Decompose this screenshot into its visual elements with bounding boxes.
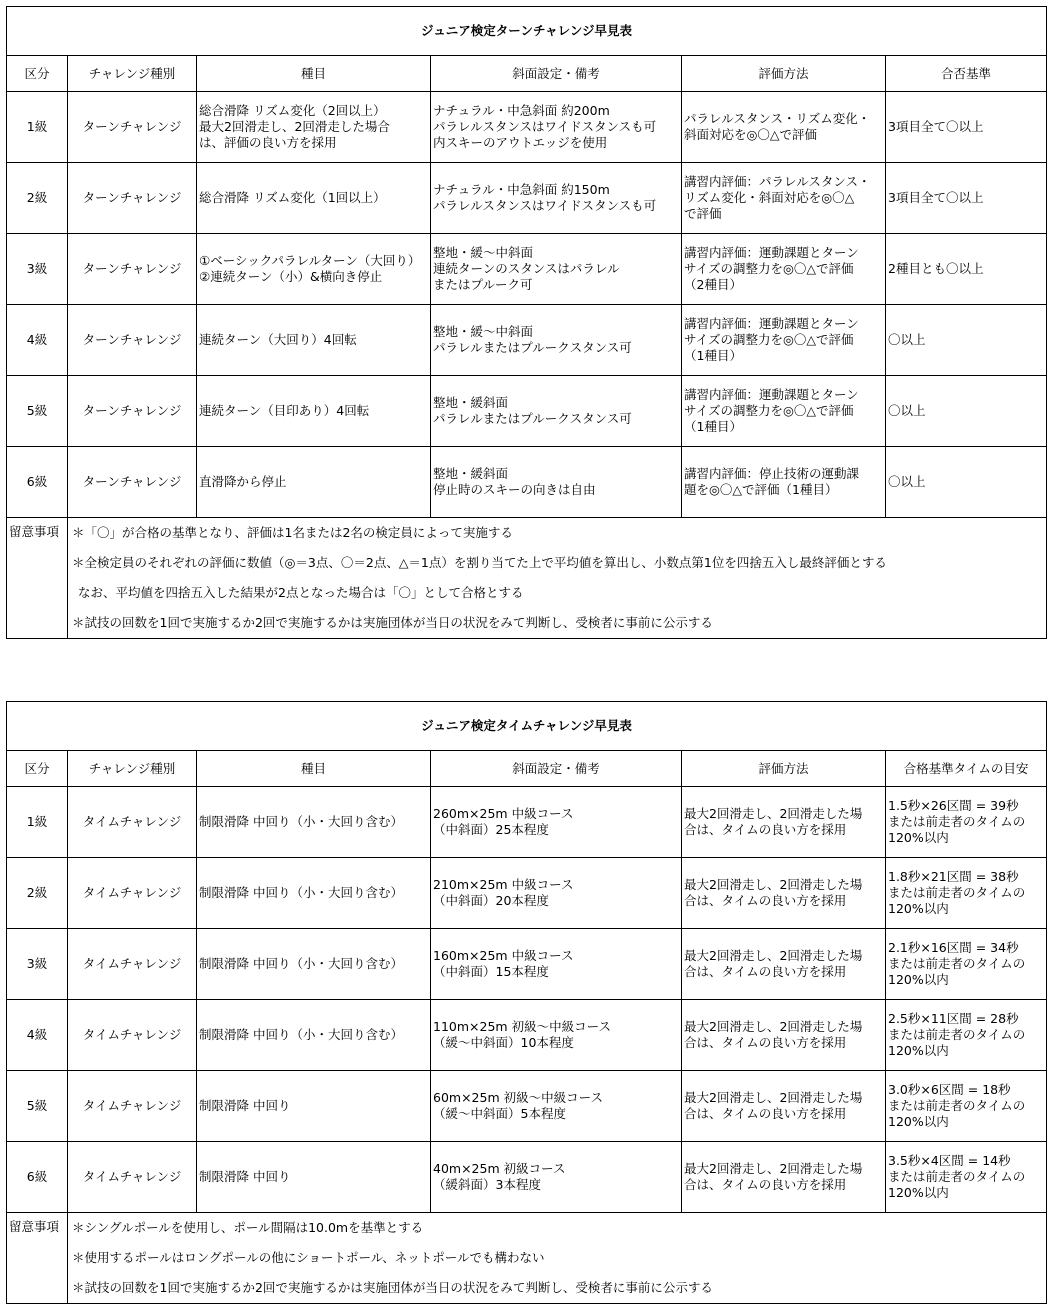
challenge-type-cell: タイムチャレンジ: [68, 787, 197, 858]
challenge-type-cell: ターンチャレンジ: [68, 92, 197, 163]
notes-label: 留意事項: [7, 1213, 68, 1304]
criteria-cell: 2.1秒×16区間 = 34秒 または前走者のタイムの 120%以内: [886, 929, 1047, 1000]
method-cell: 最大2回滑走し、2回滑走した場 合は、タイムの良い方を採用: [682, 858, 886, 929]
time-challenge-table: [6, 701, 1047, 1304]
challenge-type-cell: タイムチャレンジ: [68, 1071, 197, 1142]
event-cell: ①ベーシックパラレルターン（大回り） ②連続ターン（小）&横向き停止: [197, 234, 431, 305]
criteria-cell: 1.5秒×26区間 = 39秒 または前走者のタイムの 120%以内: [886, 787, 1047, 858]
turn-challenge-table: [6, 6, 1047, 639]
note-line: ＊全検定員のそれぞれの評価に数値（◎＝3点、〇＝2点、△＝1点）を割り当てた上で平均値を算出し、小数点第1位を四捨五入し最終評価とする: [72, 555, 887, 570]
header-event: 種目: [197, 751, 431, 787]
criteria-cell: 2種目とも〇以上: [886, 234, 1047, 305]
header-criteria: 合格基準タイムの目安: [886, 751, 1047, 787]
table-row: [7, 305, 1047, 376]
slope-cell: 210m×25m 中級コース （中斜面）20本程度: [431, 858, 682, 929]
turn-header-row: [7, 56, 1047, 92]
slope-cell: 40m×25m 初級コース （緩斜面）3本程度: [431, 1142, 682, 1213]
notes-row: [7, 518, 1047, 639]
criteria-cell: 〇以上: [886, 305, 1047, 376]
header-category: 区分: [7, 751, 68, 787]
header-criteria: 合否基準: [886, 56, 1047, 92]
event-cell: 直滑降から停止: [197, 447, 431, 518]
note-line: なお、平均値を四捨五入した結果が2点となった場合は「〇」として合格とする: [78, 585, 524, 600]
grade-cell: 3級: [7, 929, 68, 1000]
table-row: [7, 376, 1047, 447]
notes-cell: [68, 518, 1047, 639]
criteria-cell: 〇以上: [886, 447, 1047, 518]
header-challenge-type: チャレンジ種別: [68, 751, 197, 787]
criteria-cell: 3項目全て〇以上: [886, 92, 1047, 163]
slope-cell: 整地・緩斜面 停止時のスキーの向きは自由: [431, 447, 682, 518]
slope-cell: 整地・緩～中斜面 連続ターンのスタンスはパラレル またはプルーク可: [431, 234, 682, 305]
slope-cell: 60m×25m 初級～中級コース （緩～中斜面）5本程度: [431, 1071, 682, 1142]
header-challenge-type: チャレンジ種別: [68, 56, 197, 92]
header-slope: 斜面設定・備考: [431, 751, 682, 787]
note-line: ＊使用するポールはロングポールの他にショートポール、ネットポールでも構わない: [72, 1250, 545, 1265]
slope-cell: 260m×25m 中級コース （中斜面）25本程度: [431, 787, 682, 858]
criteria-cell: 3.0秒×6区間 = 18秒 または前走者のタイムの 120%以内: [886, 1071, 1047, 1142]
grade-cell: 4級: [7, 305, 68, 376]
criteria-cell: 〇以上: [886, 376, 1047, 447]
event-cell: 連続ターン（大回り）4回転: [197, 305, 431, 376]
criteria-cell: 3.5秒×4区間 = 14秒 または前走者のタイムの 120%以内: [886, 1142, 1047, 1213]
table-row: [7, 787, 1047, 858]
criteria-cell: 1.8秒×21区間 = 38秒 または前走者のタイムの 120%以内: [886, 858, 1047, 929]
table-row: [7, 1071, 1047, 1142]
note-line: ＊試技の回数を1回で実施するか2回で実施するかは実施団体が当日の状況をみて判断し、受検者に事前に公示する: [72, 615, 713, 630]
table-row: [7, 234, 1047, 305]
slope-cell: ナチュラル・中急斜面 約150m パラレルスタンスはワイドスタンスも可: [431, 163, 682, 234]
challenge-type-cell: タイムチャレンジ: [68, 1142, 197, 1213]
challenge-type-cell: ターンチャレンジ: [68, 447, 197, 518]
challenge-type-cell: タイムチャレンジ: [68, 1000, 197, 1071]
grade-cell: 5級: [7, 1071, 68, 1142]
criteria-cell: 2.5秒×11区間 = 28秒 または前走者のタイムの 120%以内: [886, 1000, 1047, 1071]
note-line: ＊試技の回数を1回で実施するか2回で実施するかは実施団体が当日の状況をみて判断し、受検者に事前に公示する: [72, 1280, 713, 1295]
method-cell: 最大2回滑走し、2回滑走した場 合は、タイムの良い方を採用: [682, 1142, 886, 1213]
grade-cell: 6級: [7, 1142, 68, 1213]
grade-cell: 2級: [7, 858, 68, 929]
method-cell: 最大2回滑走し、2回滑走した場 合は、タイムの良い方を採用: [682, 787, 886, 858]
slope-cell: ナチュラル・中急斜面 約200m パラレルスタンスはワイドスタンスも可 内スキーのアウトエッジを使用: [431, 92, 682, 163]
method-cell: 最大2回滑走し、2回滑走した場 合は、タイムの良い方を採用: [682, 929, 886, 1000]
grade-cell: 2級: [7, 163, 68, 234]
table-row: [7, 858, 1047, 929]
event-cell: 制限滑降 中回り: [197, 1142, 431, 1213]
table-row: [7, 1142, 1047, 1213]
event-cell: 総合滑降 リズム変化（1回以上）: [197, 163, 431, 234]
method-cell: 最大2回滑走し、2回滑走した場 合は、タイムの良い方を採用: [682, 1000, 886, 1071]
header-slope: 斜面設定・備考: [431, 56, 682, 92]
method-cell: 講習内評価：運動課題とターン サイズの調整力を◎〇△で評価 （1種目）: [682, 305, 886, 376]
slope-cell: 整地・緩～中斜面 パラレルまたはプルークスタンス可: [431, 305, 682, 376]
method-cell: 最大2回滑走し、2回滑走した場 合は、タイムの良い方を採用: [682, 1071, 886, 1142]
event-cell: 制限滑降 中回り（小・大回り含む）: [197, 929, 431, 1000]
challenge-type-cell: ターンチャレンジ: [68, 376, 197, 447]
table-row: [7, 163, 1047, 234]
time-header-row: [7, 751, 1047, 787]
grade-cell: 6級: [7, 447, 68, 518]
challenge-type-cell: ターンチャレンジ: [68, 305, 197, 376]
note-line: ＊シングルポールを使用し、ポール間隔は10.0mを基準とする: [72, 1220, 424, 1235]
header-category: 区分: [7, 56, 68, 92]
table-row: [7, 447, 1047, 518]
event-cell: 制限滑降 中回り（小・大回り含む）: [197, 858, 431, 929]
table-row: [7, 92, 1047, 163]
table-row: [7, 929, 1047, 1000]
time-table-title: ジュニア検定タイムチャレンジ早見表: [7, 702, 1047, 751]
note-line: ＊「〇」が合格の基準となり、評価は1名または2名の検定員によって実施する: [72, 525, 513, 540]
event-cell: 制限滑降 中回り（小・大回り含む）: [197, 1000, 431, 1071]
event-cell: 制限滑降 中回り: [197, 1071, 431, 1142]
notes-row: [7, 1213, 1047, 1304]
header-method: 評価方法: [682, 56, 886, 92]
slope-cell: 110m×25m 初級～中級コース （緩～中斜面）10本程度: [431, 1000, 682, 1071]
method-cell: パラレルスタンス・リズム変化・ 斜面対応を◎〇△で評価: [682, 92, 886, 163]
grade-cell: 4級: [7, 1000, 68, 1071]
grade-cell: 3級: [7, 234, 68, 305]
method-cell: 講習内評価：パラレルスタンス・ リズム変化・斜面対応を◎〇△ で評価: [682, 163, 886, 234]
grade-cell: 1級: [7, 787, 68, 858]
turn-table-title: ジュニア検定ターンチャレンジ早見表: [7, 7, 1047, 56]
grade-cell: 1級: [7, 92, 68, 163]
event-cell: 制限滑降 中回り（小・大回り含む）: [197, 787, 431, 858]
challenge-type-cell: ターンチャレンジ: [68, 234, 197, 305]
challenge-type-cell: ターンチャレンジ: [68, 163, 197, 234]
slope-cell: 整地・緩斜面 パラレルまたはプルークスタンス可: [431, 376, 682, 447]
method-cell: 講習内評価：停止技術の運動課 題を◎〇△で評価（1種目）: [682, 447, 886, 518]
slope-cell: 160m×25m 中級コース （中斜面）15本程度: [431, 929, 682, 1000]
table-row: [7, 1000, 1047, 1071]
event-cell: 連続ターン（目印あり）4回転: [197, 376, 431, 447]
grade-cell: 5級: [7, 376, 68, 447]
header-event: 種目: [197, 56, 431, 92]
criteria-cell: 3項目全て〇以上: [886, 163, 1047, 234]
challenge-type-cell: タイムチャレンジ: [68, 858, 197, 929]
method-cell: 講習内評価：運動課題とターン サイズの調整力を◎〇△で評価 （2種目）: [682, 234, 886, 305]
event-cell: 総合滑降 リズム変化（2回以上） 最大2回滑走し、2回滑走した場合 は、評価の良い方を採用: [197, 92, 431, 163]
challenge-type-cell: タイムチャレンジ: [68, 929, 197, 1000]
method-cell: 講習内評価：運動課題とターン サイズの調整力を◎〇△で評価 （1種目）: [682, 376, 886, 447]
notes-label: 留意事項: [7, 518, 68, 639]
notes-cell: [68, 1213, 1047, 1304]
header-method: 評価方法: [682, 751, 886, 787]
